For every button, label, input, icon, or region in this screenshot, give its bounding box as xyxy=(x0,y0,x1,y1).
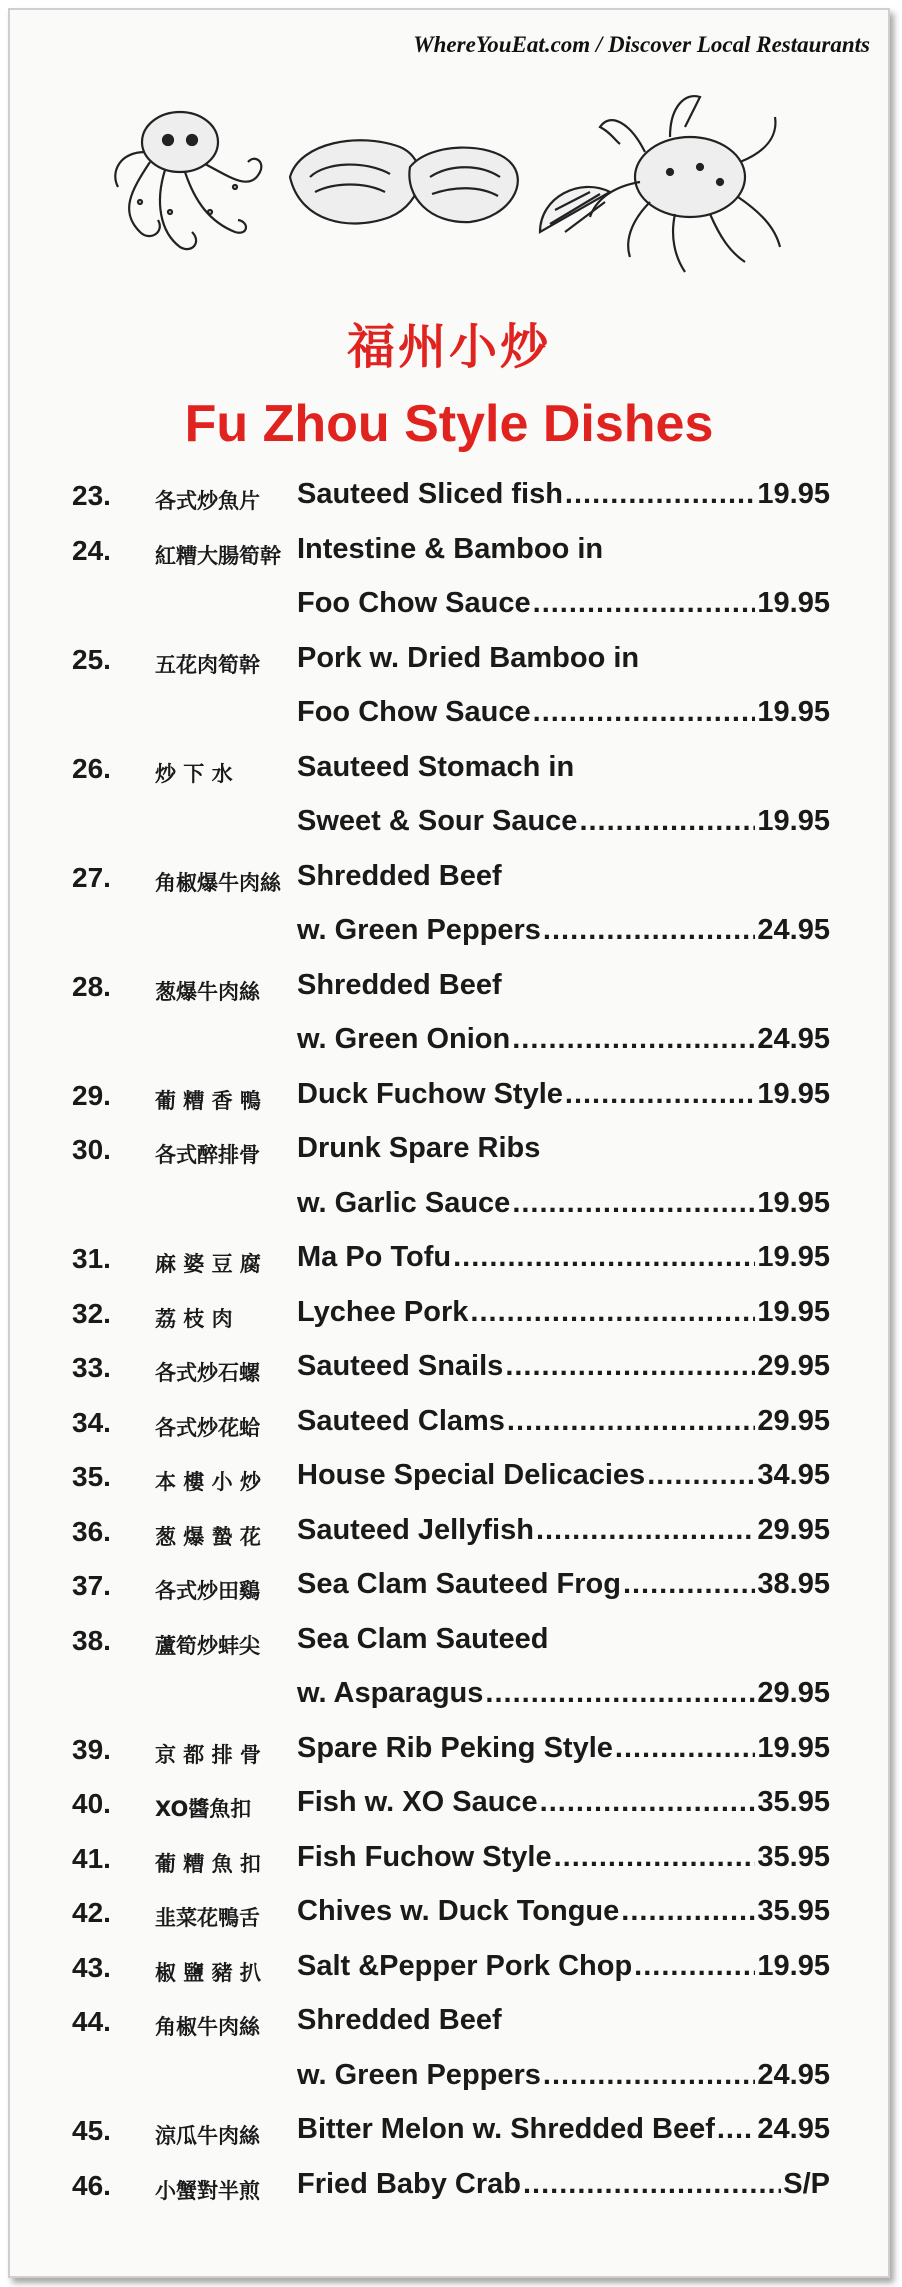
item-chinese-name: 涼瓜牛肉絲 xyxy=(155,2124,260,2148)
item-price: 19.95 xyxy=(757,805,830,837)
item-name-line xyxy=(297,2113,830,2153)
dot-leader xyxy=(533,587,756,620)
item-chinese-name: 各式炒石螺 xyxy=(155,1361,260,1385)
item-chinese-name: 角椒牛肉絲 xyxy=(155,2015,260,2039)
item-number: 30. xyxy=(72,1134,111,1165)
item-name: w. Green Peppers xyxy=(297,914,541,946)
item-name-line xyxy=(297,914,830,954)
item-chinese-name: 韭菜花鴨舌 xyxy=(155,1906,260,1930)
item-name-line xyxy=(297,1677,830,1717)
item-name: w. Green Peppers xyxy=(297,2058,541,2091)
item-chinese-name: 各式炒魚片 xyxy=(155,489,260,513)
item-name: w. Asparagus xyxy=(297,1677,484,1709)
item-name: Shredded Beef xyxy=(297,2004,502,2036)
item-chinese-name: 荔 枝 肉 xyxy=(155,1306,233,1331)
item-name-line xyxy=(297,805,830,845)
item-name-line xyxy=(297,2059,830,2099)
dot-leader xyxy=(523,2168,781,2201)
item-name: Pork w. Dried Bamboo in xyxy=(297,641,640,674)
dot-leader xyxy=(565,1078,756,1111)
item-name: Sauteed Clams xyxy=(297,1404,505,1437)
item-number: 38. xyxy=(72,1624,111,1656)
item-name-line xyxy=(297,1132,830,1172)
item-price: 19.95 xyxy=(757,1731,830,1764)
item-name: w. Garlic Sauce xyxy=(297,1186,511,1219)
item-number: 26. xyxy=(72,752,111,784)
item-name: Fish Fuchow Style xyxy=(297,1840,552,1873)
item-name-line xyxy=(297,1241,830,1281)
item-name-line xyxy=(297,1841,830,1881)
item-name: Sauteed Jellyfish xyxy=(297,1513,534,1546)
item-price: 35.95 xyxy=(757,1840,830,1873)
item-name-line xyxy=(297,587,830,627)
item-name: w. Green Onion xyxy=(297,1023,511,1055)
seafood-illustration xyxy=(110,82,790,282)
dot-leader xyxy=(512,1187,755,1220)
site-watermark: WhereYouEat.com / Discover Local Restaurants xyxy=(413,32,870,57)
item-price: 19.95 xyxy=(757,587,830,619)
item-price: 19.95 xyxy=(757,1186,830,1219)
item-price: 19.95 xyxy=(757,1295,830,1328)
item-number: 31. xyxy=(72,1243,111,1274)
item-name: Sauteed Snails xyxy=(297,1350,504,1382)
item-number: 36. xyxy=(72,1515,111,1547)
item-number: 39. xyxy=(72,1733,111,1765)
section-title-chinese: 福州小炒 xyxy=(346,319,551,375)
item-price: 24.95 xyxy=(757,914,830,946)
item-chinese-name: 五花肉筍幹 xyxy=(155,652,260,677)
item-number: 28. xyxy=(72,970,111,1002)
item-name: Foo Chow Sauce xyxy=(297,696,531,728)
item-name-line xyxy=(297,2004,830,2044)
item-name: Shredded Beef xyxy=(297,968,502,1001)
item-price: 35.95 xyxy=(757,1895,830,1927)
item-price: 19.95 xyxy=(757,696,830,728)
item-chinese-name: 小蟹對半煎 xyxy=(155,2178,260,2203)
item-name: Lychee Pork xyxy=(297,1295,469,1328)
item-name-line xyxy=(297,1078,830,1118)
section-title-english: Fu Zhou Style Dishes xyxy=(184,395,714,453)
item-name: Fish w. XO Sauce xyxy=(297,1786,538,1818)
item-number: 23. xyxy=(72,480,111,511)
item-name-line xyxy=(297,860,830,900)
item-price: 35.95 xyxy=(757,1786,830,1818)
item-chinese-name: XO醬魚扣 xyxy=(155,1797,252,1821)
item-name-line xyxy=(297,1568,830,1608)
dot-leader xyxy=(554,1841,756,1874)
item-name-line xyxy=(297,1296,830,1336)
item-number: 43. xyxy=(72,1951,111,1983)
item-chinese-name: 各式炒花蛤 xyxy=(155,1415,260,1440)
dot-leader xyxy=(634,1950,755,1983)
item-name-line xyxy=(297,2168,830,2208)
item-name-line xyxy=(297,478,830,518)
item-chinese-name: 麻 婆 豆 腐 xyxy=(155,1252,261,1276)
item-name: Foo Chow Sauce xyxy=(297,587,531,619)
item-price: 29.95 xyxy=(757,1350,830,1382)
item-price: 24.95 xyxy=(757,1023,830,1055)
dot-leader xyxy=(512,1023,755,1056)
item-price: 24.95 xyxy=(757,2058,830,2091)
item-name-line xyxy=(297,1623,830,1663)
item-name: Chives w. Duck Tongue xyxy=(297,1895,620,1927)
item-price: 38.95 xyxy=(757,1568,830,1600)
dot-leader xyxy=(470,1296,755,1329)
item-name: Fried Baby Crab xyxy=(297,2167,521,2200)
item-name: Bitter Melon w. Shredded Beef xyxy=(297,2113,715,2145)
crab-icon xyxy=(590,96,780,272)
dot-leader xyxy=(717,2113,756,2146)
item-name-line xyxy=(297,1459,830,1499)
item-name-line xyxy=(297,1023,830,1063)
item-price: 19.95 xyxy=(757,1241,830,1273)
item-price: 19.95 xyxy=(757,1949,830,1982)
item-name: Sauteed Stomach in xyxy=(297,750,575,783)
item-name-line xyxy=(297,533,830,573)
item-name: Sea Clam Sauteed Frog xyxy=(297,1568,621,1600)
dot-leader xyxy=(533,696,756,729)
item-name-line xyxy=(297,1405,830,1445)
item-name: House Special Delicacies xyxy=(297,1459,646,1491)
item-number: 27. xyxy=(72,861,111,893)
item-chinese-name: 紅糟大腸筍幹 xyxy=(155,543,281,568)
item-chinese-name: 葱 爆 蟄 花 xyxy=(155,1524,261,1549)
dot-leader xyxy=(536,1514,755,1547)
lemon-icon xyxy=(540,187,610,232)
item-name: Drunk Spare Ribs xyxy=(297,1132,541,1164)
item-number: 34. xyxy=(72,1406,111,1438)
item-name-line xyxy=(297,1895,830,1935)
item-name-line xyxy=(297,969,830,1009)
item-number: 44. xyxy=(72,2006,111,2037)
item-name: Intestine & Bamboo in xyxy=(297,532,604,565)
item-name: Sauteed Sliced fish xyxy=(297,478,563,510)
item-name: Shredded Beef xyxy=(297,859,502,892)
item-number: 32. xyxy=(72,1297,111,1329)
dot-leader xyxy=(485,1677,755,1710)
item-name-line xyxy=(297,1514,830,1554)
item-number: 40. xyxy=(72,1788,111,1819)
item-name: Sea Clam Sauteed xyxy=(297,1622,549,1655)
item-name-line xyxy=(297,1950,830,1990)
item-chinese-name: 葡 糟 魚 扣 xyxy=(155,1851,261,1876)
oyster-icon xyxy=(290,140,518,223)
item-name: Ma Po Tofu xyxy=(297,1241,452,1273)
item-chinese-name: 葡 糟 香 鴨 xyxy=(155,1088,261,1113)
item-number: 33. xyxy=(72,1352,111,1383)
item-number: 46. xyxy=(72,2169,111,2201)
item-name: Duck Fuchow Style xyxy=(297,1077,563,1110)
item-chinese-name: 本 樓 小 炒 xyxy=(155,1470,261,1494)
dot-leader xyxy=(565,478,756,511)
item-name-line xyxy=(297,1732,830,1772)
item-number: 45. xyxy=(72,2115,111,2146)
item-number: 41. xyxy=(72,1842,111,1874)
item-price: 29.95 xyxy=(757,1404,830,1437)
item-price: 19.95 xyxy=(757,478,830,510)
item-price: S/P xyxy=(783,2167,830,2200)
item-chinese-name: 京 都 排 骨 xyxy=(155,1742,261,1767)
item-number: 35. xyxy=(72,1461,111,1492)
item-price: 19.95 xyxy=(757,1077,830,1110)
item-name: Spare Rib Peking Style xyxy=(297,1731,613,1764)
item-chinese-name: 各式醉排骨 xyxy=(155,1143,260,1167)
item-name-line xyxy=(297,1786,830,1826)
dot-leader xyxy=(507,1405,756,1438)
item-number: 24. xyxy=(72,534,111,566)
menu-page xyxy=(8,8,890,2278)
item-number: 29. xyxy=(72,1079,111,1111)
item-number: 42. xyxy=(72,1897,111,1928)
item-name-line xyxy=(297,696,830,736)
item-number: 37. xyxy=(72,1570,111,1601)
item-name: Salt &Pepper Pork Chop xyxy=(297,1949,633,1982)
item-name-line xyxy=(297,1187,830,1227)
item-chinese-name: 椒 鹽 豬 扒 xyxy=(155,1960,261,1985)
dot-leader xyxy=(623,1568,755,1601)
item-chinese-name: 炒 下 水 xyxy=(155,761,233,786)
dot-leader xyxy=(579,805,755,838)
dot-leader xyxy=(540,1786,756,1819)
dot-leader xyxy=(543,914,756,947)
item-name: Sweet & Sour Sauce xyxy=(297,805,578,837)
dot-leader xyxy=(615,1732,756,1765)
item-price: 29.95 xyxy=(757,1513,830,1546)
dot-leader xyxy=(621,1895,755,1928)
item-number: 25. xyxy=(72,643,111,675)
item-name-line xyxy=(297,642,830,682)
item-chinese-name: 各式炒田鷄 xyxy=(155,1579,260,1603)
item-chinese-name: 角椒爆牛肉絲 xyxy=(155,870,281,895)
item-name-line xyxy=(297,1350,830,1390)
octopus-icon xyxy=(115,112,261,249)
item-chinese-name: 蘆筍炒蚌尖 xyxy=(155,1633,260,1658)
item-chinese-name: 葱爆牛肉絲 xyxy=(155,979,260,1004)
item-price: 29.95 xyxy=(757,1677,830,1709)
dot-leader xyxy=(543,2059,756,2092)
item-name-line xyxy=(297,751,830,791)
dot-leader xyxy=(647,1459,755,1492)
dot-leader xyxy=(453,1241,755,1274)
item-price: 34.95 xyxy=(757,1459,830,1491)
item-price: 24.95 xyxy=(757,2113,830,2145)
dot-leader xyxy=(505,1350,755,1383)
